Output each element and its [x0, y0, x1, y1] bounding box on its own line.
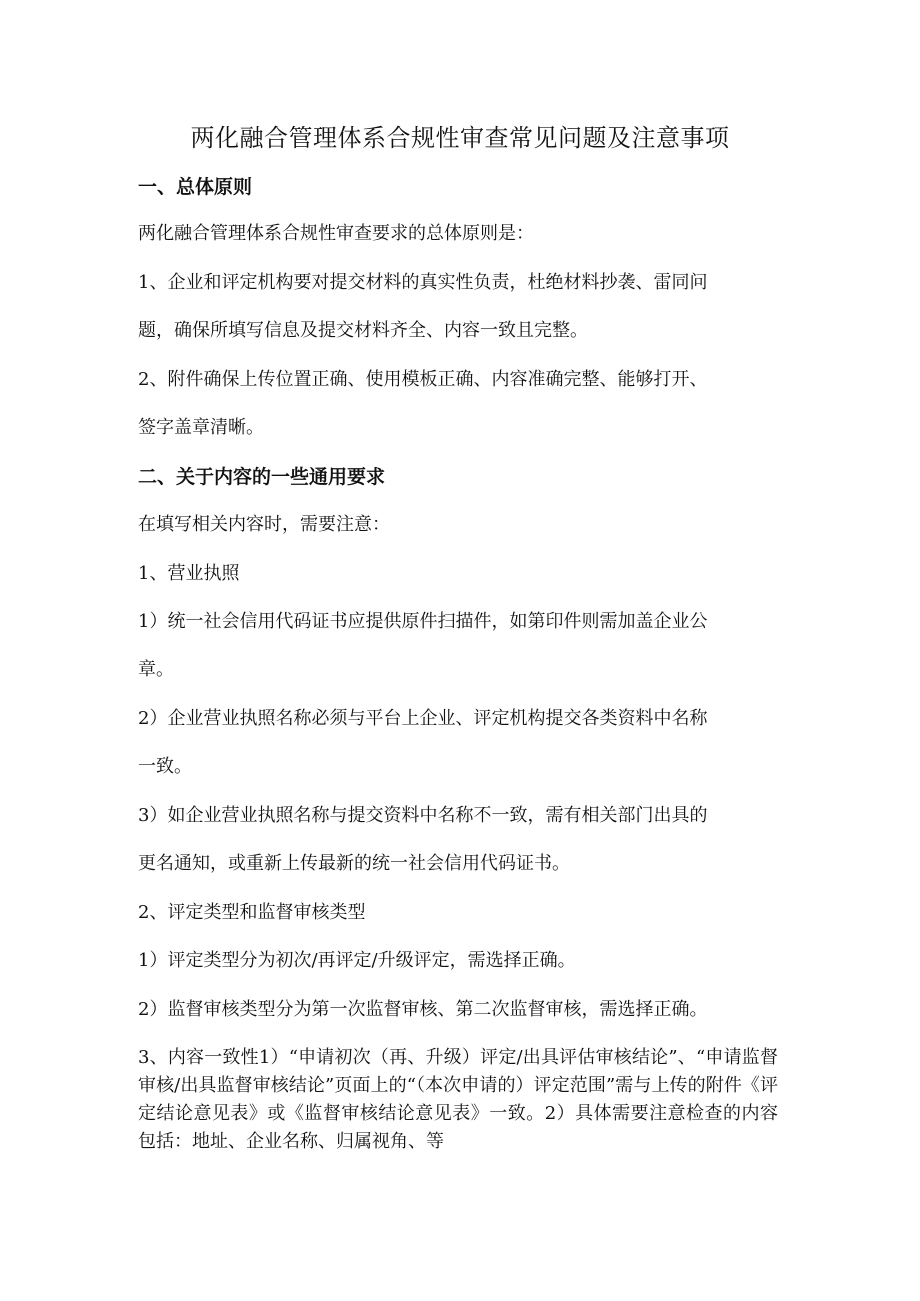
section1-item1-line1: 1、企业和评定机构要对提交材料的真实性负责，杜绝材料抄袭、雷同问: [138, 272, 708, 293]
business-license-p2-line1: 2）企业营业执照名称必须与平台上企业、评定机构提交各类资料中名称: [138, 708, 708, 729]
business-license-p2-line2: 一致。: [138, 756, 192, 777]
assessment-type-p1: 1）评定类型分为初次/再评定/升级评定，需选择正确。: [138, 950, 576, 971]
subsection-business-license-title: 1、营业执照: [138, 563, 240, 584]
subsection-assessment-type-title: 2、评定类型和监督审核类型: [138, 902, 366, 923]
assessment-type-p2: 2）监督审核类型分为第一次监督审核、第二次监督审核，需选择正确。: [138, 999, 708, 1020]
section-heading-general-requirements: 二、关于内容的一些通用要求: [138, 466, 386, 488]
business-license-p1-line1: 1）统一社会信用代码证书应提供原件扫描件，如第印件则需加盖企业公: [138, 611, 708, 632]
document-title: 两化融合管理体系合规性审查常见问题及注意事项: [190, 124, 730, 152]
section1-item2-line1: 2、附件确保上传位置正确、使用模板正确、内容准确完整、能够打开、: [138, 369, 708, 390]
section1-intro: 两化融合管理体系合规性审查要求的总体原则是：: [138, 223, 534, 244]
content-consistency-paragraph: 3、内容一致性1）“申请初次（再、升级）评定/出具评估审核结论”、“申请监督审核/出具监督审核结论”页面上的“（本次申请的）评定范围”需与上传的附件《评定结论意见表》或《监督审核结论意见表》一致。2）具体需要注意检查的内容包括：地址、企业名称、归属视角、等: [138, 1047, 778, 1152]
section1-item2-line2: 签字盖章清晰。: [138, 417, 264, 438]
business-license-p3-line2: 更名通知，或重新上传最新的统一社会信用代码证书。: [138, 853, 570, 874]
business-license-p1-line2: 章。: [138, 659, 174, 680]
section1-item1-line2: 题，确保所填写信息及提交材料齐全、内容一致且完整。: [138, 320, 588, 341]
section2-intro: 在填写相关内容时，需要注意：: [138, 514, 390, 535]
business-license-p3-line1: 3）如企业营业执照名称与提交资料中名称不一致，需有相关部门出具的: [138, 805, 708, 826]
section-heading-general-principles: 一、总体原则: [138, 176, 253, 198]
